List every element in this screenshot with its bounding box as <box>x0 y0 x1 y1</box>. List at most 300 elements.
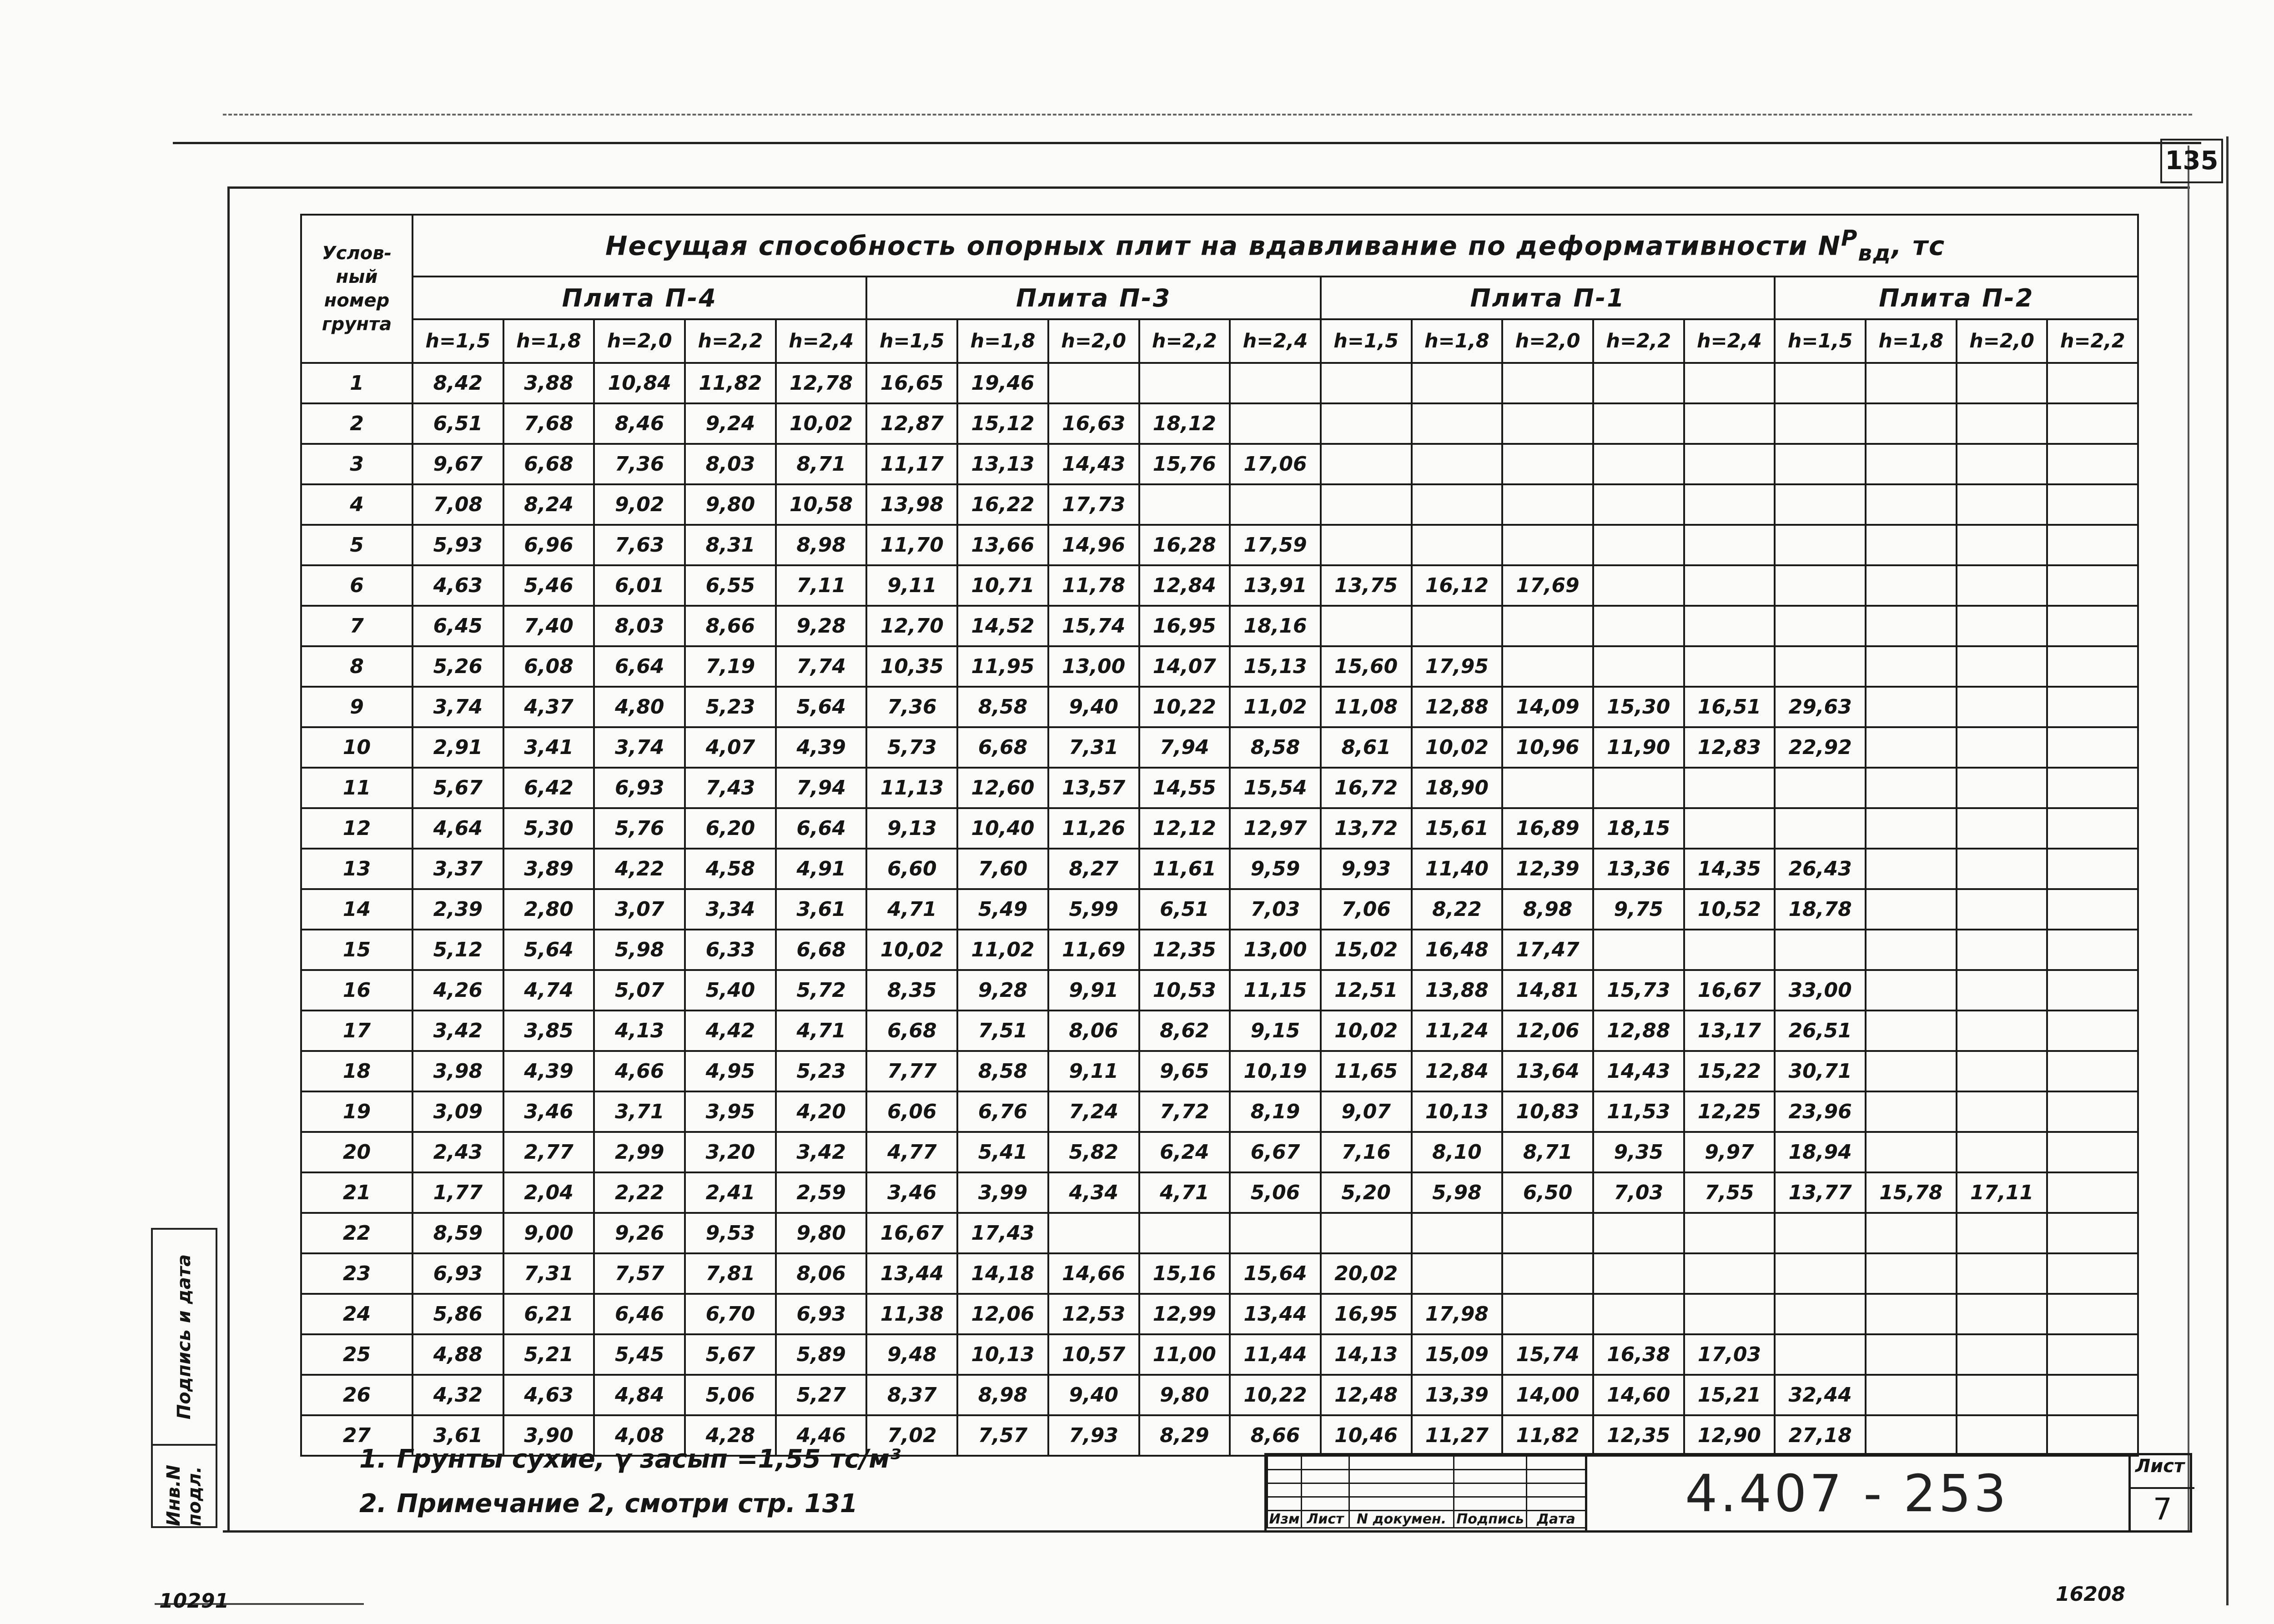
soil-number-cell: 8 <box>301 646 413 687</box>
table-cell: 4,46 <box>776 1415 867 1456</box>
title-symbol-sup: P <box>1841 225 1858 251</box>
soil-number-cell: 9 <box>301 687 413 727</box>
thickness-header: h=2,0 <box>1048 319 1139 363</box>
table-cell <box>1139 363 1230 403</box>
table-cell <box>1866 484 1957 525</box>
table-cell <box>2047 606 2138 646</box>
table-cell <box>1593 1294 1684 1334</box>
table-cell: 6,24 <box>1139 1132 1230 1172</box>
table-cell: 14,52 <box>957 606 1048 646</box>
soil-number-cell: 16 <box>301 970 413 1011</box>
table-cell: 10,02 <box>1412 727 1503 768</box>
table-cell: 3,46 <box>503 1091 594 1132</box>
table-cell: 6,01 <box>594 565 685 606</box>
table-cell: 4,74 <box>503 970 594 1011</box>
notes <box>359 1437 911 1526</box>
table-cell: 7,02 <box>866 1415 957 1456</box>
table-cell: 14,09 <box>1502 687 1593 727</box>
table-cell <box>1684 363 1775 403</box>
table-cell <box>1684 444 1775 484</box>
side-stamp <box>151 1228 217 1528</box>
table-cell: 12,35 <box>1139 930 1230 970</box>
table-cell: 2,91 <box>413 727 503 768</box>
soil-number-cell: 12 <box>301 808 413 849</box>
table-cell: 18,16 <box>1230 606 1321 646</box>
soil-number-cell: 7 <box>301 606 413 646</box>
table-cell: 13,72 <box>1321 808 1412 849</box>
table-cell <box>2047 970 2138 1011</box>
table-cell: 12,35 <box>1593 1415 1684 1456</box>
table-cell: 7,93 <box>1048 1415 1139 1456</box>
table-cell: 10,40 <box>957 808 1048 849</box>
table-cell: 8,58 <box>957 1051 1048 1091</box>
table-cell: 23,96 <box>1775 1091 1866 1132</box>
revision-row <box>1268 1470 1586 1483</box>
table-row <box>301 889 2138 930</box>
table-cell: 6,76 <box>957 1091 1048 1132</box>
table-cell <box>1321 606 1412 646</box>
table-cell <box>1502 1213 1593 1253</box>
table-cell <box>2047 768 2138 808</box>
table-cell <box>1775 1253 1866 1294</box>
table-cell: 13,17 <box>1684 1011 1775 1051</box>
table-cell: 7,08 <box>413 484 503 525</box>
table-cell: 9,07 <box>1321 1091 1412 1132</box>
revision-row <box>1268 1456 1586 1470</box>
table-cell: 9,97 <box>1684 1132 1775 1172</box>
table-cell <box>2047 444 2138 484</box>
footer-left-number: 10291 <box>159 1589 229 1613</box>
revision-col-izm: Изм <box>1268 1511 1302 1528</box>
table-cell: 5,45 <box>594 1334 685 1375</box>
table-cell: 12,48 <box>1321 1375 1412 1415</box>
frame-right-line <box>2226 136 2229 1605</box>
table-cell: 9,02 <box>594 484 685 525</box>
table-cell <box>1957 1011 2048 1051</box>
title-symbol-sub: вд <box>1858 240 1892 266</box>
footer-right-number: 16208 <box>2056 1583 2126 1606</box>
revision-grid <box>1267 1455 1587 1530</box>
table-row <box>301 1051 2138 1091</box>
table-cell: 2,22 <box>594 1172 685 1213</box>
table-cell: 17,69 <box>1502 565 1593 606</box>
table-cell: 12,88 <box>1593 1011 1684 1051</box>
table-cell: 8,37 <box>866 1375 957 1415</box>
table-cell: 7,60 <box>957 849 1048 889</box>
note-1 <box>359 1437 911 1482</box>
table-title-unit: , тс <box>1892 230 1946 261</box>
table-cell: 4,71 <box>776 1011 867 1051</box>
table-cell <box>1684 1294 1775 1334</box>
table-cell: 10,84 <box>594 363 685 403</box>
table-cell <box>2047 1415 2138 1456</box>
table-cell <box>1957 687 2048 727</box>
table-cell: 11,13 <box>866 768 957 808</box>
table-cell <box>1866 525 1957 565</box>
table-cell: 9,80 <box>776 1213 867 1253</box>
table-cell: 9,28 <box>957 970 1048 1011</box>
table-cell: 13,36 <box>1593 849 1684 889</box>
table-cell: 11,65 <box>1321 1051 1412 1091</box>
table-cell: 15,73 <box>1593 970 1684 1011</box>
revision-col-date: Дата <box>1527 1511 1586 1528</box>
soil-number-cell: 20 <box>301 1132 413 1172</box>
table-cell <box>1412 403 1503 444</box>
table-row <box>301 606 2138 646</box>
table-cell: 10,57 <box>1048 1334 1139 1375</box>
thickness-header: h=1,5 <box>866 319 957 363</box>
table-cell: 15,30 <box>1593 687 1684 727</box>
table-cell: 8,66 <box>685 606 776 646</box>
table-cell: 9,11 <box>1048 1051 1139 1091</box>
table-cell: 5,49 <box>957 889 1048 930</box>
table-cell: 3,42 <box>776 1132 867 1172</box>
table-cell: 15,22 <box>1684 1051 1775 1091</box>
table-cell: 9,67 <box>413 444 503 484</box>
sheet-label: Лист <box>2135 1456 2185 1477</box>
table-cell <box>1775 1294 1866 1334</box>
table-cell: 14,07 <box>1139 646 1230 687</box>
table-cell: 3,09 <box>413 1091 503 1132</box>
table-cell: 15,12 <box>957 403 1048 444</box>
table-cell: 13,66 <box>957 525 1048 565</box>
table-cell: 10,02 <box>866 930 957 970</box>
table-cell: 6,68 <box>866 1011 957 1051</box>
table-cell <box>1412 363 1503 403</box>
table-cell: 12,06 <box>957 1294 1048 1334</box>
thickness-header: h=2,2 <box>1593 319 1684 363</box>
table-cell <box>2047 1253 2138 1294</box>
table-cell <box>1775 403 1866 444</box>
table-cell: 9,11 <box>866 565 957 606</box>
table-cell <box>1230 1213 1321 1253</box>
table-cell <box>2047 687 2138 727</box>
table-cell: 2,77 <box>503 1132 594 1172</box>
table-cell: 10,83 <box>1502 1091 1593 1132</box>
table-cell <box>1775 525 1866 565</box>
table-cell: 6,60 <box>866 849 957 889</box>
table-cell: 13,75 <box>1321 565 1412 606</box>
table-cell <box>1957 606 2048 646</box>
table-cell: 9,65 <box>1139 1051 1230 1091</box>
table-row <box>301 727 2138 768</box>
table-cell: 4,13 <box>594 1011 685 1051</box>
table-cell: 9,91 <box>1048 970 1139 1011</box>
table-cell: 11,26 <box>1048 808 1139 849</box>
table-cell <box>1321 1213 1412 1253</box>
table-cell <box>1593 768 1684 808</box>
table-cell: 9,00 <box>503 1213 594 1253</box>
table-row <box>301 565 2138 606</box>
table-cell: 3,74 <box>594 727 685 768</box>
table-cell: 3,42 <box>413 1011 503 1051</box>
table-cell: 18,12 <box>1139 403 1230 444</box>
table-cell: 5,40 <box>685 970 776 1011</box>
table-cell <box>1775 484 1866 525</box>
thickness-header: h=1,8 <box>503 319 594 363</box>
table-cell: 12,87 <box>866 403 957 444</box>
table-cell: 5,98 <box>594 930 685 970</box>
table-cell <box>1866 1294 1957 1334</box>
table-cell <box>1230 484 1321 525</box>
table-cell: 9,48 <box>866 1334 957 1375</box>
table-cell <box>1684 403 1775 444</box>
table-cell: 6,45 <box>413 606 503 646</box>
table-cell: 11,00 <box>1139 1334 1230 1375</box>
table-cell: 14,13 <box>1321 1334 1412 1375</box>
table-cell: 16,48 <box>1412 930 1503 970</box>
table-cell <box>1412 525 1503 565</box>
table-cell: 9,75 <box>1593 889 1684 930</box>
table-cell: 13,13 <box>957 444 1048 484</box>
table-cell: 15,09 <box>1412 1334 1503 1375</box>
soil-number-cell: 26 <box>301 1375 413 1415</box>
stub-header-line: Услов- <box>322 243 392 264</box>
thickness-header: h=1,5 <box>1775 319 1866 363</box>
table-cell: 5,67 <box>685 1334 776 1375</box>
table-cell <box>1866 1051 1957 1091</box>
table-cell: 5,98 <box>1412 1172 1503 1213</box>
table-cell <box>1412 1213 1503 1253</box>
table-cell <box>2047 1294 2138 1334</box>
table-cell: 18,78 <box>1775 889 1866 930</box>
table-cell: 7,06 <box>1321 889 1412 930</box>
table-cell: 4,91 <box>776 849 867 889</box>
table-cell: 5,99 <box>1048 889 1139 930</box>
table-cell: 10,96 <box>1502 727 1593 768</box>
table-cell <box>1502 444 1593 484</box>
table-cell <box>1957 1213 2048 1253</box>
table-row <box>301 849 2138 889</box>
table-cell <box>1957 768 2048 808</box>
table-row <box>301 1375 2138 1415</box>
table-cell: 5,89 <box>776 1334 867 1375</box>
table-cell <box>1139 484 1230 525</box>
table-cell <box>1684 484 1775 525</box>
table-cell: 4,39 <box>503 1051 594 1091</box>
table-cell <box>2047 1172 2138 1213</box>
table-cell <box>1593 444 1684 484</box>
table-cell: 17,98 <box>1412 1294 1503 1334</box>
table-cell: 9,40 <box>1048 1375 1139 1415</box>
table-cell: 3,46 <box>866 1172 957 1213</box>
table-cell: 15,60 <box>1321 646 1412 687</box>
table-cell <box>1866 1213 1957 1253</box>
table-cell: 8,31 <box>685 525 776 565</box>
table-row <box>301 444 2138 484</box>
table-cell: 5,86 <box>413 1294 503 1334</box>
table-cell: 15,76 <box>1139 444 1230 484</box>
table-cell <box>2047 1132 2138 1172</box>
table-cell <box>1684 1213 1775 1253</box>
table-cell <box>1593 1253 1684 1294</box>
note-number: 1. <box>359 1444 387 1474</box>
table-cell: 13,39 <box>1412 1375 1503 1415</box>
table-cell <box>1866 606 1957 646</box>
soil-number-cell: 5 <box>301 525 413 565</box>
table-row <box>301 1213 2138 1253</box>
revision-col-list: Лист <box>1302 1511 1349 1528</box>
revision-col-signature: Подпись <box>1454 1511 1527 1528</box>
table-cell <box>2047 1011 2138 1051</box>
table-row <box>301 1253 2138 1294</box>
table-cell <box>2047 808 2138 849</box>
soil-number-cell: 24 <box>301 1294 413 1334</box>
table-cell: 11,78 <box>1048 565 1139 606</box>
table-cell: 3,34 <box>685 889 776 930</box>
table-cell: 9,24 <box>685 403 776 444</box>
table-cell: 9,59 <box>1230 849 1321 889</box>
table-cell: 3,74 <box>413 687 503 727</box>
table-cell <box>1957 484 2048 525</box>
table-cell <box>1866 363 1957 403</box>
table-cell: 3,85 <box>503 1011 594 1051</box>
table-cell: 3,98 <box>413 1051 503 1091</box>
table-cell <box>2047 727 2138 768</box>
frame-top-line <box>227 186 2190 189</box>
table-cell: 15,61 <box>1412 808 1503 849</box>
table-cell: 8,03 <box>594 606 685 646</box>
table-cell: 12,84 <box>1139 565 1230 606</box>
table-cell: 14,60 <box>1593 1375 1684 1415</box>
table-cell: 17,43 <box>957 1213 1048 1253</box>
table-cell: 17,59 <box>1230 525 1321 565</box>
table-cell <box>1866 1253 1957 1294</box>
table-cell: 5,23 <box>685 687 776 727</box>
table-row <box>301 1011 2138 1051</box>
table-cell: 8,66 <box>1230 1415 1321 1456</box>
table-cell: 11,27 <box>1412 1415 1503 1456</box>
table-cell <box>1048 1213 1139 1253</box>
table-cell: 22,92 <box>1775 727 1866 768</box>
table-cell: 8,71 <box>776 444 867 484</box>
table-cell: 6,93 <box>776 1294 867 1334</box>
table-cell: 6,93 <box>594 768 685 808</box>
table-cell: 4,80 <box>594 687 685 727</box>
table-cell <box>1957 1132 2048 1172</box>
table-cell: 11,44 <box>1230 1334 1321 1375</box>
table-cell: 6,96 <box>503 525 594 565</box>
revision-header-row <box>1268 1511 1586 1528</box>
table-cell: 8,22 <box>1412 889 1503 930</box>
table-cell <box>1775 1213 1866 1253</box>
table-cell: 5,30 <box>503 808 594 849</box>
table-cell: 8,06 <box>1048 1011 1139 1051</box>
table-row <box>301 970 2138 1011</box>
table-cell: 2,41 <box>685 1172 776 1213</box>
table-cell <box>1502 1253 1593 1294</box>
table-cell <box>1957 849 2048 889</box>
table-cell: 10,02 <box>1321 1011 1412 1051</box>
table-cell <box>1048 363 1139 403</box>
table-cell: 4,88 <box>413 1334 503 1375</box>
table-cell: 2,99 <box>594 1132 685 1172</box>
table-cell <box>1593 646 1684 687</box>
table-cell <box>1684 808 1775 849</box>
table-cell <box>1957 1294 2048 1334</box>
table-cell <box>1957 565 2048 606</box>
table-cell: 33,00 <box>1775 970 1866 1011</box>
sheet-number-box: 135 <box>2160 139 2223 183</box>
table-cell: 5,64 <box>776 687 867 727</box>
table-cell: 5,41 <box>957 1132 1048 1172</box>
table-cell <box>2047 565 2138 606</box>
note-2 <box>359 1482 911 1526</box>
table-cell: 13,57 <box>1048 768 1139 808</box>
table-cell: 17,03 <box>1684 1334 1775 1375</box>
table-cell <box>1866 646 1957 687</box>
plate-header-p1: Плита П-1 <box>1321 277 1775 319</box>
table-cell: 13,44 <box>866 1253 957 1294</box>
table-cell: 5,26 <box>413 646 503 687</box>
table-cell: 2,04 <box>503 1172 594 1213</box>
thickness-header: h=2,2 <box>685 319 776 363</box>
table-cell: 29,63 <box>1775 687 1866 727</box>
table-cell: 8,19 <box>1230 1091 1321 1132</box>
thickness-header: h=2,0 <box>594 319 685 363</box>
table-row <box>301 687 2138 727</box>
plate-header-p4: Плита П-4 <box>413 277 866 319</box>
table-cell <box>1593 930 1684 970</box>
table-cell: 4,34 <box>1048 1172 1139 1213</box>
table-cell <box>2047 849 2138 889</box>
table-cell: 4,07 <box>685 727 776 768</box>
table-cell: 8,59 <box>413 1213 503 1253</box>
table-cell <box>1866 768 1957 808</box>
table-cell <box>2047 930 2138 970</box>
table-cell: 10,58 <box>776 484 867 525</box>
table-cell: 4,95 <box>685 1051 776 1091</box>
table-cell: 6,70 <box>685 1294 776 1334</box>
table-row <box>301 1091 2138 1132</box>
table-cell: 5,27 <box>776 1375 867 1415</box>
table-cell: 3,71 <box>594 1091 685 1132</box>
table-cell <box>1593 363 1684 403</box>
table-cell: 7,36 <box>594 444 685 484</box>
table-cell: 6,42 <box>503 768 594 808</box>
soil-number-cell: 10 <box>301 727 413 768</box>
stub-header-line: грунта <box>322 314 392 335</box>
table-cell: 15,13 <box>1230 646 1321 687</box>
table-cell: 17,11 <box>1957 1172 2048 1213</box>
table-cell <box>1866 970 1957 1011</box>
table-cell: 6,55 <box>685 565 776 606</box>
table-cell: 4,22 <box>594 849 685 889</box>
note-number: 2. <box>359 1489 387 1518</box>
table-cell: 8,03 <box>685 444 776 484</box>
table-cell <box>1775 606 1866 646</box>
table-cell: 8,71 <box>1502 1132 1593 1172</box>
table-row <box>301 808 2138 849</box>
table-cell: 8,29 <box>1139 1415 1230 1456</box>
table-title <box>413 215 2138 277</box>
table-cell: 16,67 <box>866 1213 957 1253</box>
thickness-header: h=2,4 <box>1230 319 1321 363</box>
table-cell <box>2047 525 2138 565</box>
table-cell: 12,06 <box>1502 1011 1593 1051</box>
soil-number-header <box>301 215 413 363</box>
plate-header-p3: Плита П-3 <box>866 277 1320 319</box>
plate-header-p2: Плита П-2 <box>1775 277 2138 319</box>
table-cell <box>1775 565 1866 606</box>
table-cell: 12,39 <box>1502 849 1593 889</box>
table-cell: 16,72 <box>1321 768 1412 808</box>
table-cell: 8,06 <box>776 1253 867 1294</box>
table-cell: 9,26 <box>594 1213 685 1253</box>
table-row <box>301 768 2138 808</box>
table-cell <box>1502 1294 1593 1334</box>
table-cell: 7,57 <box>594 1253 685 1294</box>
